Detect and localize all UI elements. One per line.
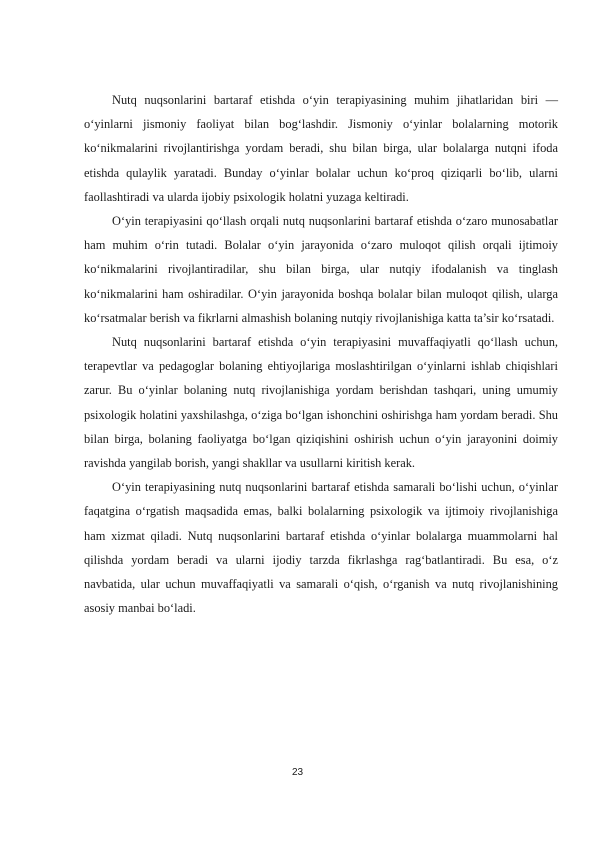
document-body: [84, 88, 558, 620]
paragraph-4: O‘yin terapiyasining nutq nuqsonlarini bartaraf etishda samarali bo‘lishi uchun, o‘yinlar faqatgina o‘rgatish maqsadida emas, balki bolalarning psixologik va ijtimoiy rivojlanishiga ham xizmat qiladi. Nutq nuqsonlarini bartaraf etishda o‘yinlar bolalarga muammolarni hal qilishda yordam beradi va ularni ijodiy tarzda fikrlashga rag‘batlantiradi. Bu esa, o‘z navbatida, ular uchun muvaffaqiyatli va samarali o‘qish, o‘rganish va nutq rivojlanishining asosiy manbai bo‘ladi.: [84, 480, 558, 616]
page-number: 23: [291, 767, 304, 778]
paragraph-1: Nutq nuqsonlarini bartaraf etishda o‘yin terapiyasining muhim jihatlaridan biri — o‘yinlarni jismoniy faoliyat bilan bog‘lashdir. Jismoniy o‘yinlar bolalarning motorik ko‘nikmalarini rivojlantirishga yordam beradi, shu bilan birga, ular bolalarga nutqni ifoda etishda qulaylik yaratadi. Bunday o‘yinlar bolalar uchun ko‘proq qiziqarli bo‘lib, ularni faollashtiradi va ularda ijobiy psixologik holatni yuzaga keltiradi.: [84, 93, 558, 204]
paragraph-3: Nutq nuqsonlarini bartaraf etishda o‘yin terapiyasini muvaffaqiyatli qo‘llash uchun, terapevtlar va pedagoglar bolaning ehtiyojlariga moslashtirilgan o‘yinlarni ishlab chiqishlari zarur. Bu o‘yinlar bolaning nutq rivojlanishiga yordam berishdan tashqari, uning umumiy psixologik holatini yaxshilashga, o‘ziga bo‘lgan ishonchini oshirishga ham yordam beradi. Shu bilan birga, bolaning faoliyatga bo‘lgan qiziqishini oshirish uchun o‘yin jarayonini doimiy ravishda yangilab borish, yangi shakllar va usullarni kiritish kerak.: [84, 335, 558, 471]
paragraph-2: O‘yin terapiyasini qo‘llash orqali nutq nuqsonlarini bartaraf etishda o‘zaro munosabatlar ham muhim o‘rin tutadi. Bolalar o‘yin jarayonida o‘zaro muloqot qilish orqali ijtimoiy ko‘nikmalarini rivojlantiradilar, shu bilan birga, ular nutqiy ifodalanish va tinglash ko‘nikmalarini ham oshiradilar. O‘yin jarayonida boshqa bolalar bilan muloqot qilish, ularga ko‘rsatmalar berish va fikrlarni almashish bolaning nutqiy rivojlanishiga katta ta’sir ko‘rsatadi.: [84, 214, 558, 325]
